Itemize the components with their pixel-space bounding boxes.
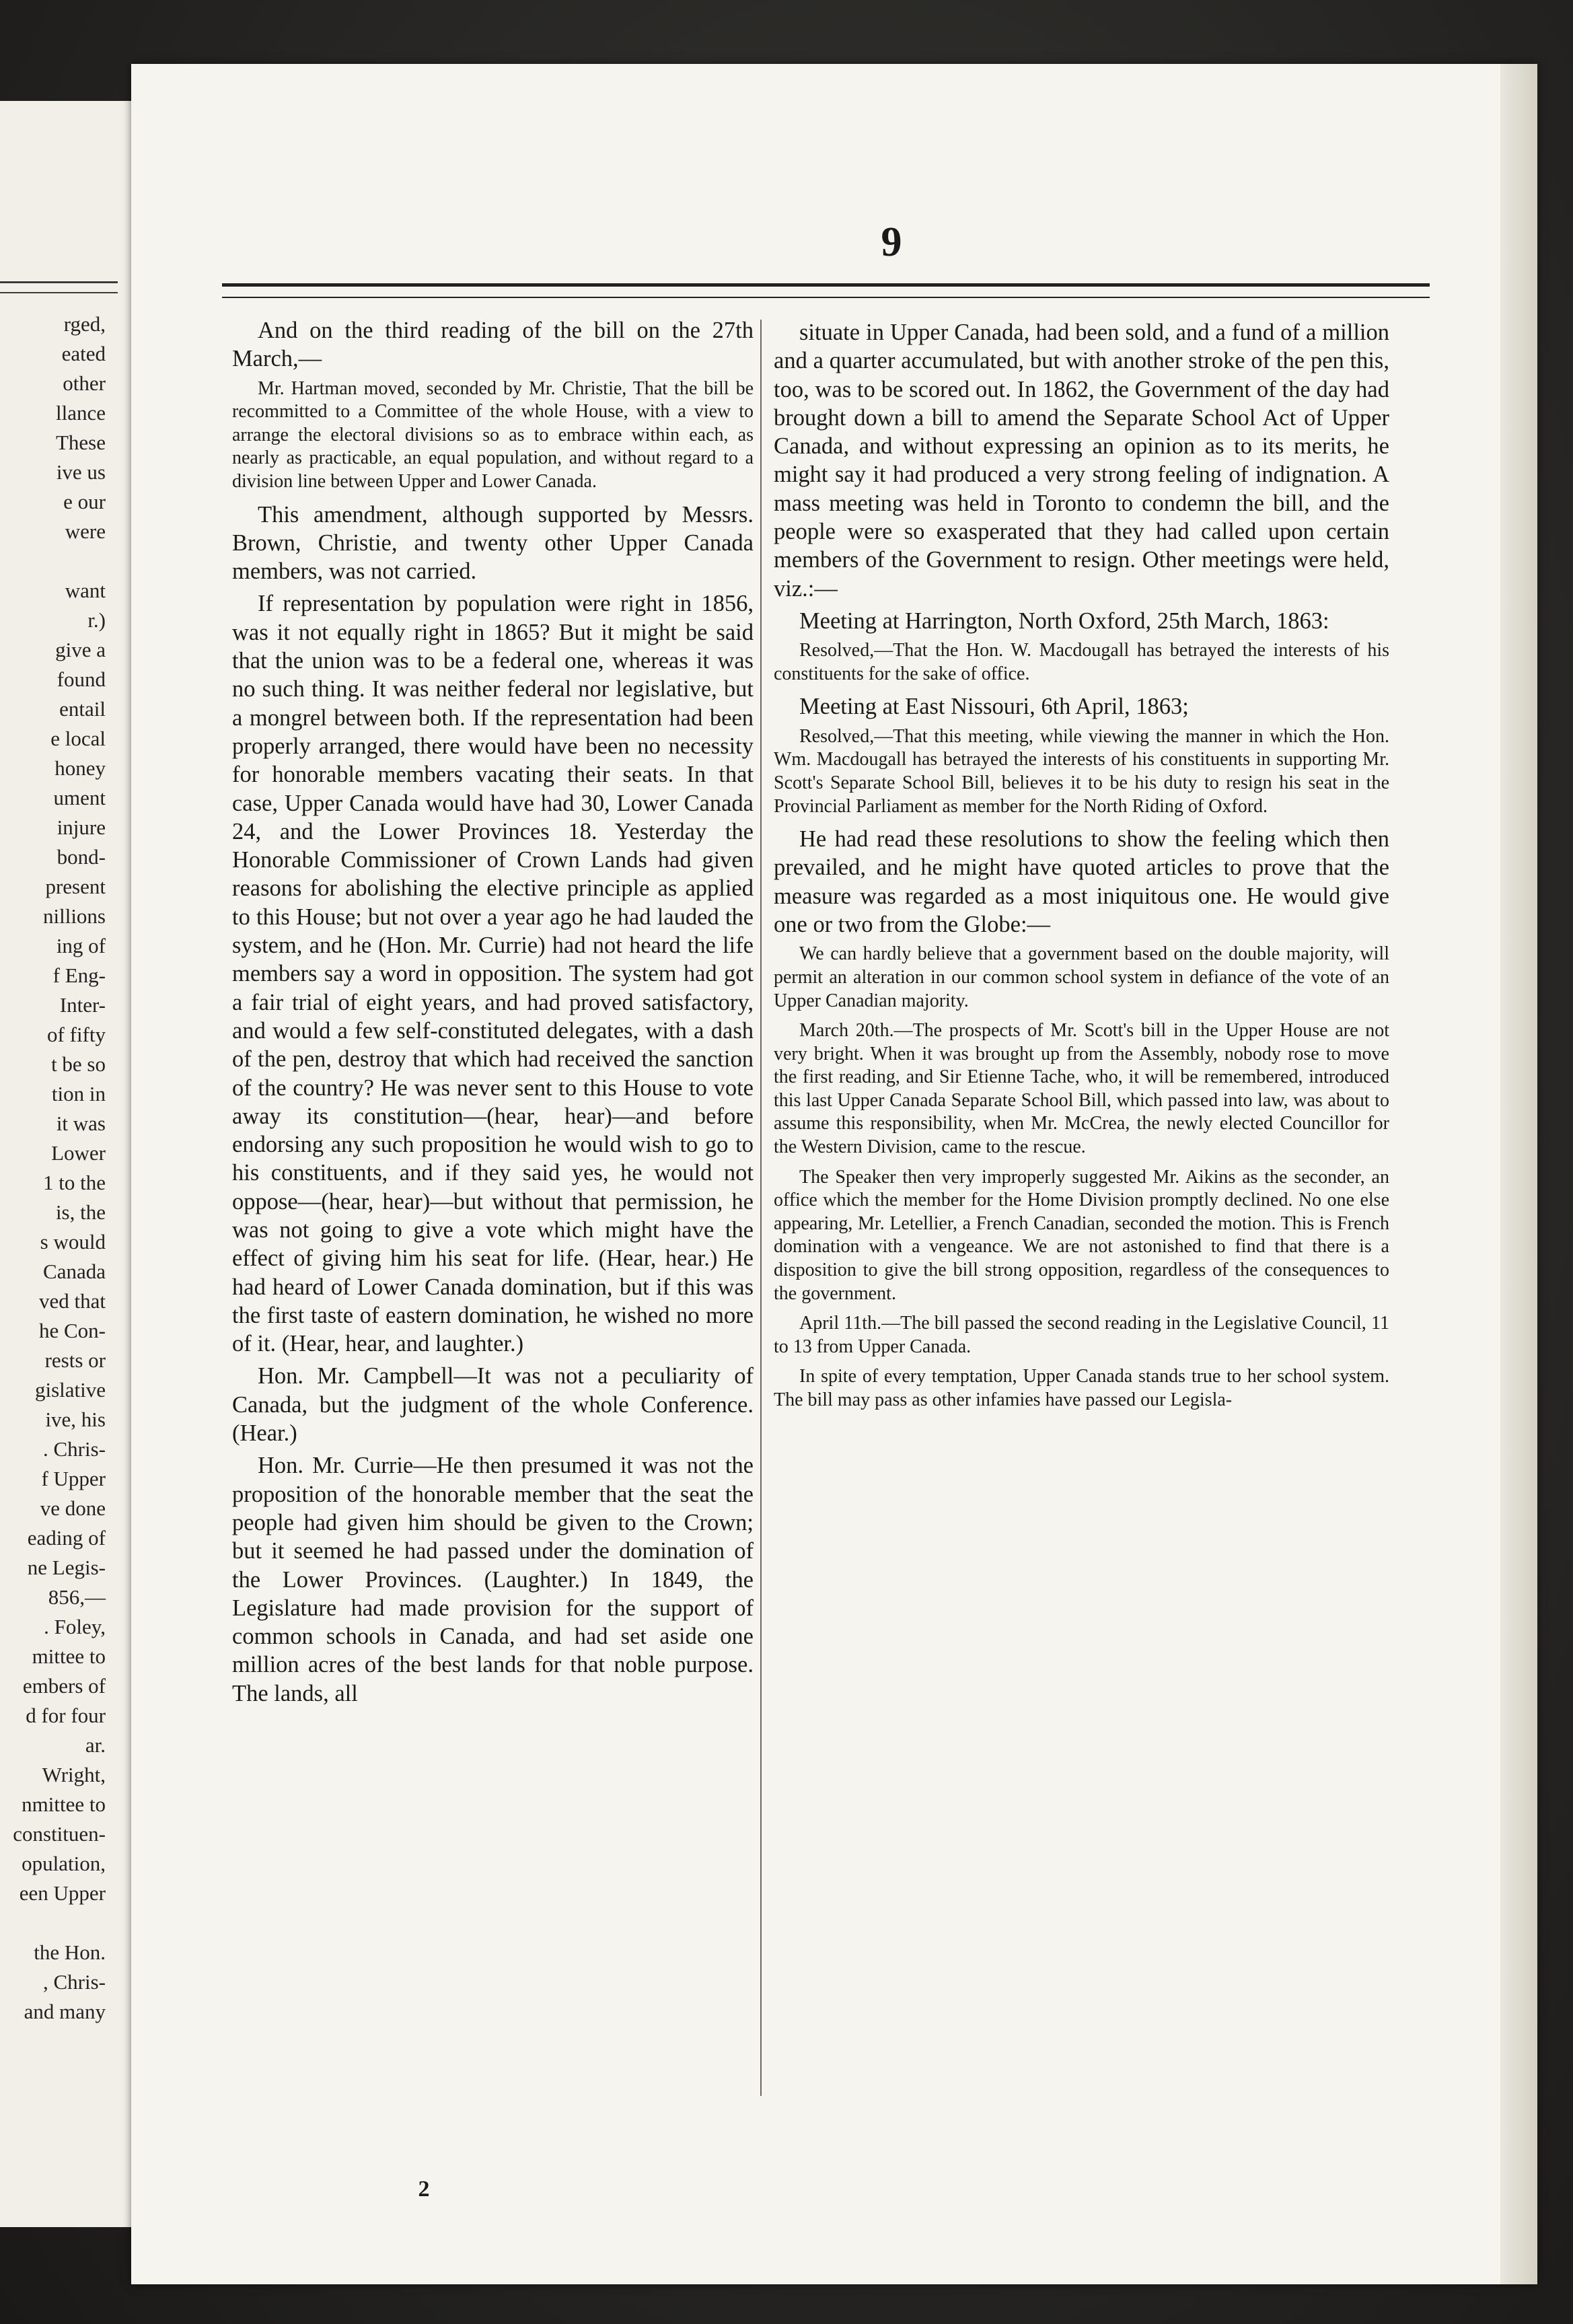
previous-page-fragment: s would (40, 1230, 106, 1254)
previous-page-fragment: is, the (55, 1200, 106, 1224)
previous-page-fragment: eading of (27, 1526, 106, 1550)
previous-page-strip (0, 101, 142, 2227)
previous-page-fragment: ve done (40, 1496, 106, 1520)
previous-page-fragment: embers of (22, 1674, 106, 1698)
previous-page-fragment: entail (59, 697, 106, 721)
signature-mark: 2 (418, 2177, 430, 2202)
previous-page-fragment: bond- (57, 845, 106, 869)
previous-page-fragment: ved that (39, 1289, 106, 1313)
paragraph: This amendment, although supported by Messrs. Brown, Christie, and twenty other Upper Canada members, was not carried. (232, 501, 754, 585)
previous-page-fragment: These (55, 431, 106, 454)
previous-page-fragment: , Chris- (43, 1970, 106, 1994)
previous-page-fragment: found (57, 667, 106, 691)
previous-page-fragment: e local (50, 727, 106, 750)
previous-page-fragment: other (63, 371, 106, 395)
paragraph: Resolved,—That the Hon. W. Macdougall has betrayed the interests of his constituents for the sake of office. (774, 640, 1389, 684)
previous-page-fragment: and many (24, 2000, 106, 2023)
paragraph: Mr. Hartman moved, seconded by Mr. Christie, That the bill be recommitted to a Committee of the whole House, with a view to arrange the electoral divisions so as to embrace within each, as nearly as practicable, an equal population, and without regard to a division line between Upper and Lower Canada. (232, 377, 754, 492)
previous-page-fragment: were (65, 519, 106, 543)
paragraph: Resolved,—That this meeting, while viewing the manner in which the Hon. Wm. Macdougall has betrayed the interests of his constituents in supporting Mr. Scott's Separate School Bill, believes it to be his duty to resign his seat in the Provincial Parliament as member for the North Riding of Oxford. (774, 725, 1389, 817)
previous-page-fragment: llance (55, 401, 106, 425)
previous-page-fragment: Canada (43, 1260, 106, 1283)
previous-page-fragment: ive us (56, 460, 106, 484)
previous-page-fragment: he Con- (38, 1319, 106, 1342)
previous-page-fragment: present (45, 875, 106, 898)
previous-page-fragment: 856,— (48, 1585, 106, 1609)
paragraph: Hon. Mr. Campbell—It was not a peculiarity of Canada, but the judgment of the whole Conference. (Hear.) (232, 1363, 754, 1447)
paragraph: Meeting at Harrington, North Oxford, 25th March, 1863: (799, 608, 1329, 634)
previous-page-fragment: ument (53, 786, 106, 809)
paragraph: situate in Upper Canada, had been sold, and a fund of a million and a quarter accumulated, but with another stroke of the pen this, too, was to be scored out. In 1862, the Government of the day had brought down a bill to amend the Separate School Act of Upper Canada, and without expressing an opinion as to its merits, he might say it had produced a very strong feeling of indignation. A mass meeting was held in Toronto to condemn the bill, and the people were so exasperated that they had called upon certain members of the Government to resign. Other meetings were held, viz.:— (774, 320, 1389, 602)
previous-page-fragment: nillions (42, 904, 106, 928)
column-divider (760, 320, 762, 2096)
paragraph: And on the third reading of the bill on the 27th March,— (232, 318, 754, 372)
previous-page-fragment: rests or (44, 1348, 106, 1372)
paragraph: In spite of every temptation, Upper Canada stands true to her school system. The bill may pass as other infamies have passed our Legisla- (774, 1366, 1389, 1410)
paragraph: The Speaker then very improperly suggested Mr. Aikins as the seconder, an office which the member for the Home Division promptly declined. No one else appearing, Mr. Letellier, a French Canadian, seconded the motion. This is French domination with a vengeance. We are not astonished to find that there is a disposition to give the bill strong opposition, regardless of the consequences to the government. (774, 1166, 1389, 1304)
page-number: 9 (881, 219, 902, 265)
paragraph: We can hardly believe that a government based on the double majority, will permit an alteration in our common school system in defiance of the vote of an Upper Canadian majority. (774, 943, 1389, 1011)
previous-page-fragment: the Hon. (34, 1940, 106, 1964)
previous-page-fragment: ne Legis- (27, 1556, 106, 1579)
previous-page-fragment: honey (54, 756, 106, 780)
previous-page-fragment: ive, his (45, 1408, 106, 1431)
previous-page-fragment: Wright, (42, 1763, 106, 1786)
previous-page-fragment: tion in (51, 1082, 106, 1105)
previous-page-fragment: eated (61, 342, 106, 365)
previous-page-fragment: d for four (26, 1704, 106, 1727)
document-page (131, 64, 1537, 2284)
previous-page-fragment: Lower (51, 1141, 106, 1165)
paragraph: April 11th.—The bill passed the second reading in the Legislative Council, 11 to 13 from Upper Canada. (774, 1313, 1389, 1357)
previous-page-fragment: give a (55, 638, 106, 661)
previous-page-fragment: r.) (87, 608, 106, 632)
previous-page-fragment: 1 to the (43, 1171, 106, 1194)
page-edge (1500, 64, 1537, 2284)
previous-page-fragment: it was (56, 1112, 106, 1135)
previous-page-rule (0, 292, 118, 293)
previous-page-fragment: constituen- (13, 1822, 106, 1846)
left-column (232, 316, 754, 1712)
previous-page-fragment: f Upper (41, 1467, 106, 1490)
paragraph: March 20th.—The prospects of Mr. Scott's bill in the Upper House are not very bright. When it was brought up from the Assembly, nobody rose to move the first reading, and Sir Etienne Tache, who, it will be remembered, introduced this last Upper Canada Separate School Bill, which passed into law, was about to assume this responsibility, when Mr. McCrea, the newly elected Councillor for the Western Division, came to the rescue. (774, 1020, 1389, 1158)
previous-page-fragment: . Chris- (43, 1437, 106, 1461)
previous-page-fragment: of fifty (47, 1023, 106, 1046)
previous-page-fragment: een Upper (19, 1881, 106, 1905)
previous-page-fragment: ing of (56, 934, 106, 957)
previous-page-fragment: e our (63, 490, 106, 513)
header-rule (222, 297, 1430, 298)
previous-page-fragment: injure (57, 815, 106, 839)
paragraph: Hon. Mr. Currie—He then presumed it was not the proposition of the honorable member that the seat the people had given him should be given to the Crown; but it seemed he had passed under the domination of the Lower Provinces. (Laughter.) In 1849, the Legislature had made provision for the support of common schools in Canada, and had set aside one million acres of the best lands for that noble purpose. The lands, all (232, 1453, 754, 1706)
previous-page-fragment: . Foley, (44, 1615, 106, 1638)
previous-page-fragment: Inter- (59, 993, 106, 1017)
paragraph: Meeting at East Nissouri, 6th April, 1863; (799, 694, 1189, 720)
previous-page-fragment: nmittee to (22, 1792, 106, 1816)
right-column (774, 318, 1389, 1419)
previous-page-rule (0, 281, 118, 283)
previous-page-fragment: opulation, (22, 1852, 106, 1875)
previous-page-fragment: ar. (85, 1733, 106, 1757)
previous-page-fragment: f Eng- (52, 964, 106, 987)
previous-page-fragment: want (65, 579, 106, 602)
header-rule (222, 283, 1430, 287)
previous-page-fragment: t be so (51, 1052, 106, 1076)
previous-page-fragment: rged, (63, 312, 106, 336)
paragraph: He had read these resolutions to show the feeling which then prevailed, and he might have quoted articles to prove that the measure was regarded as a most iniquitous one. He would give one or two from the Globe:— (774, 826, 1389, 938)
previous-page-fragment: mittee to (32, 1644, 106, 1668)
paragraph: If representation by population were right in 1856, was it not equally right in 1865? But it might be said that the union was to be a federal one, whereas it was no such thing. It was neither federal nor legislative, but a mongrel between both. If the representation had been properly arranged, there would have been no necessity for honorable members vacating their seats. In that case, Upper Canada would have had 30, Lower Canada 24, and the Lower Provinces 18. Yesterday the Honorable Commissioner of Crown Lands had given reasons for abolishing the elective principle as applied to this House; but not over a year ago he had lauded the system, and he (Hon. Mr. Currie) had not heard the life members say a word in opposition. The system had got a fair trial of eight years, and had proved satisfactory, and would a few self-constituted delegates, with a dash of the pen, destroy that which had received the sanction of the country? He was never sent to this House to vote away its constitution—(hear, hear)—and before endorsing any such proposition he would wish to go to his constituents, and if they said yes, he would not oppose—(hear, hear)—but without that permission, he was not going to give a vote which might have the effect of giving him his seat for life. (Hear, hear.) He had heard of Lower Canada domination, but if this was the first taste of eastern domination, he wished no more of it. (Hear, hear, and laughter.) (232, 591, 754, 1357)
previous-page-fragment: gislative (34, 1378, 106, 1402)
